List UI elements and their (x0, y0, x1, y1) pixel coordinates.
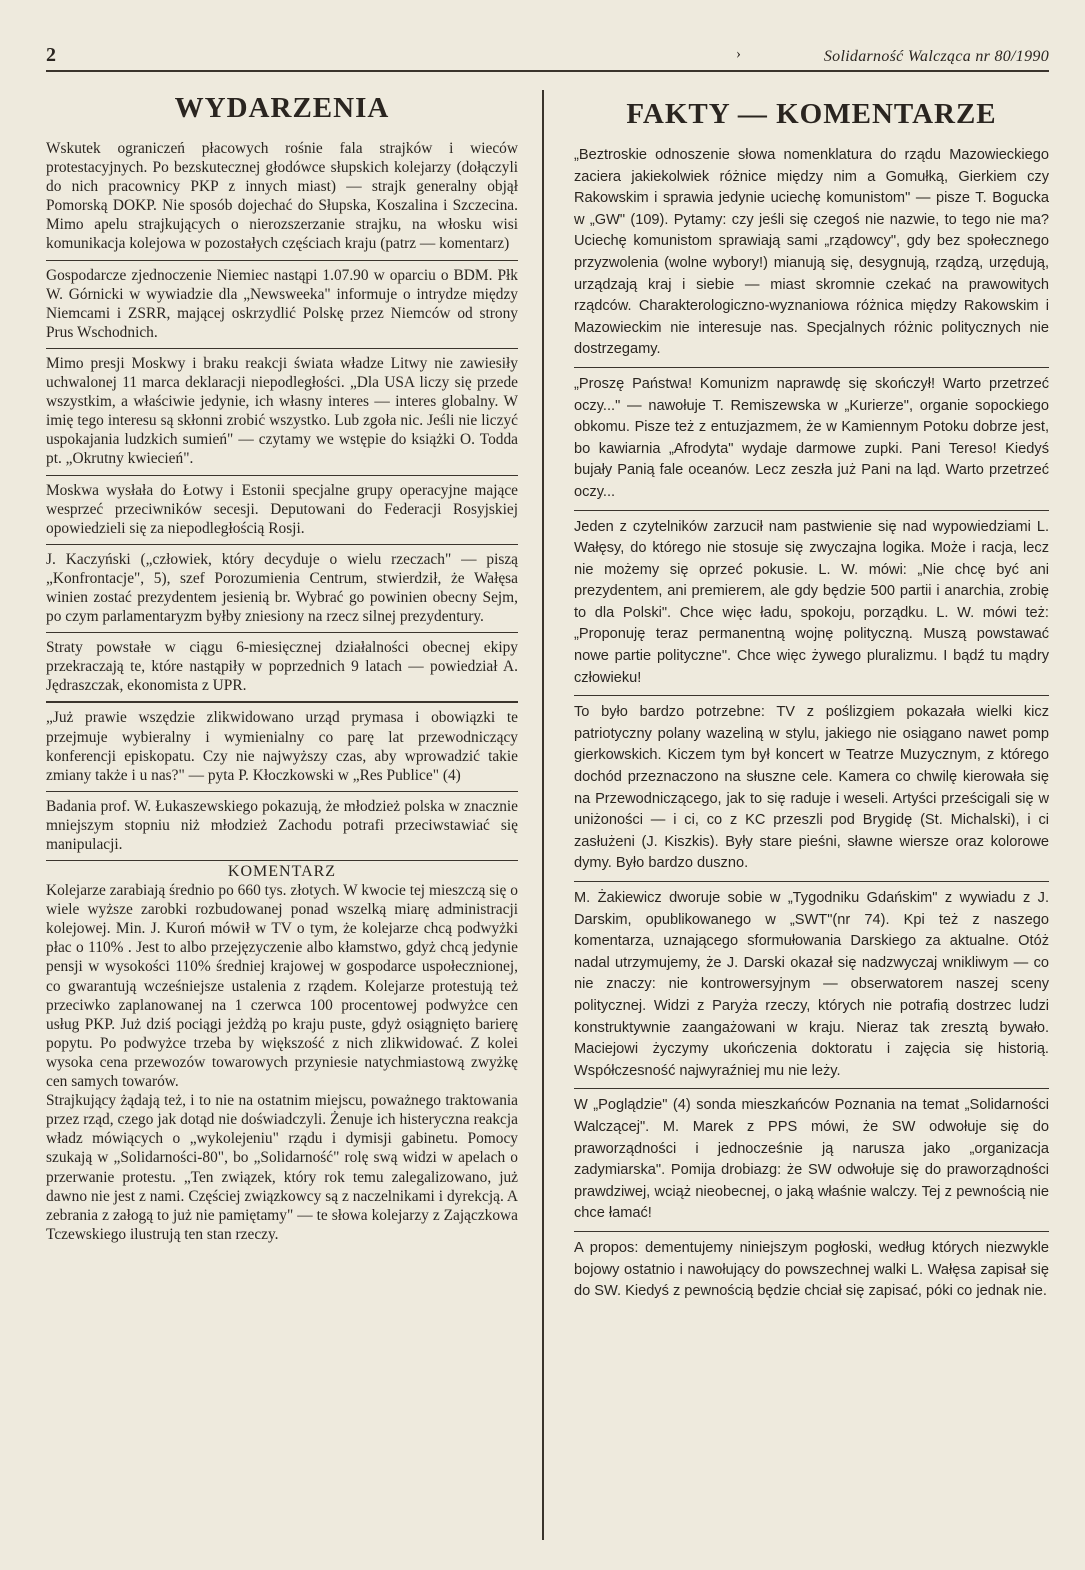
item-separator (46, 260, 518, 261)
comment-item: Jeden z czytelników zarzucił nam pastwienie się nad wypowiedziami L. Wałęsy, do którego nie stosuje się zwyczajna logika. Może i racja, lecz nie możemy się oprzeć pokusie. L. W. mówi: „Nie chcę być ani prezydentem, ani premierem, ale gdy będzie 500 partii i anarchia, zrobię to dla Polski". Chce więc ładu, spokoju, porządku. L. W. mówi też: „Proponuję teraz permanentną wojnę polityczną. Muszą powstawać nowe partie polityczne". Chce więc żywego pluralizmu. I bądź tu mądry człowieku! (574, 518, 1049, 686)
column-wydarzenia (46, 92, 518, 1244)
comment-item: „Beztroskie odnoszenie słowa nomenklatura do rządu Mazowieckiego zaciera jakiekolwiek różnice między nim a Gomułką, Gierkiem czy Rakowskim i sprawia jedynie uciechę komunistom" — pisze T. Bogucka w „GW" (109). Pytamy: czy jeśli się czegoś nie nazwie, to tego nie ma? Uciechę komunistom sprawiają sami „rządowcy", gdy bez społecznego przyzwolenia (wolne wybory!) mianują się, desygnują, rządzą, urzędują, urządzają kraj i siebie — miast skromnie czekać na prawowitych rządców. Charakterologiczno-wyznaniowa różnica między Rakowskim i Mazowieckim nie interesuje nas. Specjalnych różnic politycznych nie dostrzegamy. (574, 147, 1049, 358)
masthead: Solidarność Walcząca nr 80/1990 (823, 48, 1049, 65)
news-item: „Już prawie wszędzie zlikwidowano urząd prymasa i obowiązki te przejmuje wybieralny i wymienialny co parę lat przewodniczący konferencji episkopatu. Czy nie najwyższy czas, aby wprowadzić takie zmiany także i u nas?" — pyta P. Kłoczkowski w „Res Publice" (4) (46, 709, 518, 784)
item-separator (574, 881, 1049, 882)
news-item: J. Kaczyński („człowiek, który decyduje o wielu rzeczach" — piszą „Konfrontacje", 5), szef Porozumienia Centrum, stwierdził, że Wałęsa winien zostać prezydentem jesienią br. Wybrać go powinien obecny Sejm, po czym parlamentaryzm byłby zniesiony na rzecz silnej prezydentury. (46, 550, 518, 626)
news-item: Gospodarcze zjednoczenie Niemiec nastąpi 1.07.90 w oparciu o BDM. Płk W. Górnicki w wywiadzie dla „Newsweeka" informuje o intrydze między Niemcami i ZSRR, mającej oskrzydlić Polskę przez Niemców od strony Prus Wschodnich. (46, 266, 518, 341)
comment-item: M. Żakiewicz dworuje sobie w „Tygodniku Gdańskim" z wywiadu z J. Darskim, opublikowanego w „SWT"(nr 74). Kpi też z naszego komentarza, uznającego sformułowania Darskiego za aktualne. Otóż nadal utrzymujemy, że J. Darski okazał się nadzwyczaj wnikliwym — co nie znaczy: nie kontrowersyjnym — obserwatorem naszej sceny politycznej. Widzi z Paryża rzeczy, których nie potrafią dostrzec ludzi konstruktywnie zaangażowani w kraju. Nieraz tak zresztą bywało. Maciejowi życzymy ukończenia doktoratu i zajęcia się historią. Współczesność najwyraźniej mu nie leży. (574, 890, 1049, 1079)
header-mark: › (736, 46, 741, 62)
item-separator (46, 544, 518, 545)
news-item: Straty powstałe w ciągu 6-miesięcznej działalności obecnej ekipy przekraczają te, które nastąpiły w poprzednich 9 latach — powiedział A. Jędraszczak, ekonomista z UPR. (46, 639, 518, 695)
section-title: FAKTY — KOMENTARZE (626, 98, 997, 130)
column-fakty-komentarze (574, 92, 1049, 1303)
item-separator (574, 1088, 1049, 1089)
comment-item: A propos: dementujemy niniejszym pogłoski, według których niezwykle bojowy ostatnio i nawołujący do powszechnej walki L. Wałęsa zapisał się do SW. Kiedyś z pewnością będzie chciał się zapisać, póki co jednak nie. (574, 1239, 1049, 1300)
item-separator (46, 860, 518, 861)
news-item: Badania prof. W. Łukaszewskiego pokazują, że młodzież polska w znacznie mniejszym stopniu niż młodzież Zachodu potrafi przeciwstawiać się manipulacji. (46, 797, 518, 853)
item-separator (574, 695, 1049, 696)
item-separator (46, 475, 518, 476)
item-separator (574, 367, 1049, 368)
commentary-paragraph: Strajkujący żądają też, i to nie na ostatnim miejscu, poważnego traktowania przez rząd, czego jak dotąd nie doświadczyli. Żenuje ich histeryczna reakcja władz mówiących o „wykolejeniu" rządu i dymisji gabinetu. Pomocy szukają w „Solidarności-80", bo „Solidarność" rolę swą widzi w apelach o przerwanie protestu. „Ten związek, który rok temu zalegalizowano, już dawno nie jest z nami. Częściej związkowcy są z naczelnikami i dyrekcją. A zebrania z załogą to już nie pamiętamy" — te słowa kolejarzy z Zajączkowa Tczewskiego ilustrują ten stan rzeczy. (46, 1092, 518, 1243)
item-separator (46, 701, 518, 703)
news-item: Wskutek ograniczeń płacowych rośnie fala strajków i wieców protestacyjnych. Po bezskutecznej głodówce słupskich kolejarzy (dołączyli do nich pracownicy PKP z innych miast) — strajk generalny objął Pomorską DOKP. Nie sposób dojechać do Słupska, Koszalina i Szczecina. Mimo apelu strajkujących o nierozszerzanie strajku, na włosku wisi komunikacja kolejowa w pozostałych częściach kraju (patrz — komentarz) (46, 140, 518, 253)
commentary-title: KOMENTARZ (227, 863, 337, 881)
comment-item: „Proszę Państwa! Komunizm naprawdę się skończył! Warto przetrzeć oczy..." — nawołuje T. Remiszewska w „Kurierze", organie sopockiego obkomu. Pisze też z entuzjazmem, że w Kamiennym Potoku dobrze jest, bo kawiarnia „Afrodyta" wydaje darmowe zupki. Pani Tereso! Kiedyś bujały Panią fale oceanów. Lecz zeszła już Pani na ląd. Warto przetrzeć oczy... (574, 375, 1049, 500)
section-title: WYDARZENIA (174, 92, 390, 124)
commentary-paragraph: Kolejarze zarabiają średnio po 660 tys. złotych. W kwocie tej mieszczą się o wiele wyższe zarobki rozbudowanej ponad wszelką miarę administracji kolejowej. Min. J. Kuroń mówił w TV o tym, że kolejarze chcą podwyżki płac o 110% . Jest to albo przejęzyczenie albo kłamstwo, gdyż chcą jedynie pensji w wysokości 110% średniej krajowej w gospodarce uspołecznionej, co gwarantują wcześniejsze ustalenia z rządem. Kolejarze protestują też przeciwko zaplanowanej na 1 czerwca 100 procentowej podwyżce cen usług PKP. Już dziś pociągi jeżdżą po kraju puste, gdyż osiągnięto barierę popytu. Po podwyżce trzeba by większość z nich zlikwidować. Z kolei wysoka cena przewozów towarowych przyniesie natychmiastową zwyżkę cen samych towarów. (46, 882, 518, 1091)
comment-item: To było bardzo potrzebne: TV z poślizgiem pokazała wielki kicz patriotyczny polany wazeliną w stylu, jakiego nie osiągano nawet pomp gierkowskich. Kiczem tym był koncert w Teatrze Muzycznym, z którego dochód przeznaczono na słuszne cele. Kamera co chwilę kierowała się na Przewodniczącego, jak to się raduje i weseli. Artyści prześcigali się w uniżoności — i ci, co z KC przeszli pod Brygidę (St. Michalski), i ci zasłużeni (J. Kiszkis). Były stare pieśni, sławne wiersze oraz kolorowe dymy. Było bardzo duszno. (574, 704, 1049, 872)
news-item: Moskwa wysłała do Łotwy i Estonii specjalne grupy operacyjne mające wesprzeć przeciwników secesji. Deputowani do Federacji Rosyjskiej opowiedzieli się za niepodległością Rosji. (46, 481, 518, 537)
item-separator (46, 791, 518, 792)
item-separator (46, 348, 518, 349)
column-divider (542, 90, 544, 1540)
item-separator (574, 510, 1049, 511)
item-separator (46, 632, 518, 633)
header-rule (46, 70, 1049, 72)
page-number: 2 (46, 44, 56, 66)
comment-item: W „Poglądzie" (4) sonda mieszkańców Poznania na temat „Solidarności Walczącej". M. Marek z PPS mówi, że SW odwołuje się do praworządności i jednocześnie ją narusza jako „organizacja zadymiarska". Pomija drobiazg: że SW odwołuje się do praworządności prawdziwej, wciąż nieobecnej, o jaką właśnie walczy. Tej z pewnością nie chce łamać! (574, 1097, 1049, 1222)
item-separator (574, 1231, 1049, 1232)
news-item: Mimo presji Moskwy i braku reakcji świata władze Litwy nie zawiesiły uchwalonej 11 marca deklaracji niepodległości. „Dla USA liczy się przede wszystkim, a właściwie jedynie, ich własny interes — interes globalny. W imię tego interesu są skłonni zrobić wszystko. Lub zgoła nic. Jeśli nie liczyć uspokajania ludzkich sumień" — czytamy we wstępie do książki O. Todda pt. „Okrutny kwiecień". (46, 354, 518, 468)
